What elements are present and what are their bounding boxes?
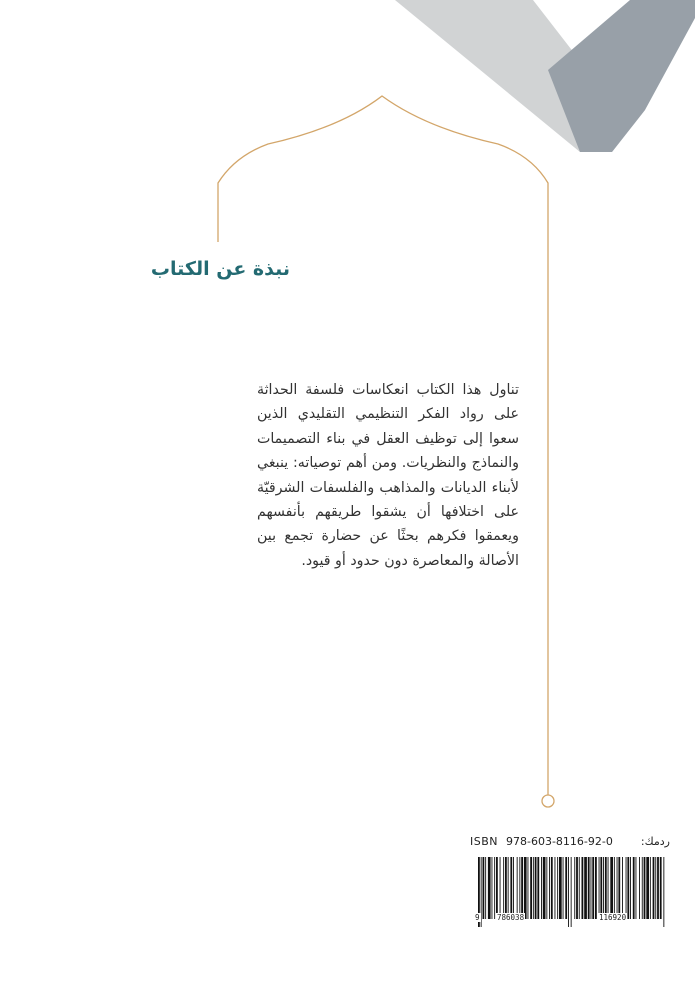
barcode-bar: [535, 857, 537, 919]
barcode-bar: [650, 857, 651, 919]
barcode-bar: [494, 857, 495, 919]
isbn-number: 978-603-8116-92-0: [506, 835, 613, 848]
section-title: نبذة عن الكتاب: [150, 258, 290, 280]
barcode-bar: [588, 857, 590, 919]
barcode-bar: [642, 857, 643, 919]
barcode-bar: [546, 857, 547, 919]
barcode-bar: [617, 857, 618, 919]
barcode-bar: [633, 857, 635, 919]
barcode-bar: [492, 857, 493, 919]
barcode-bar: [627, 857, 629, 919]
barcode-bar: [543, 857, 546, 919]
barcode-bar: [503, 857, 504, 919]
frame-end-circle: [542, 795, 554, 807]
barcode-bar: [521, 857, 523, 919]
barcode-bar: [555, 857, 556, 919]
barcode-bar: [657, 857, 659, 919]
barcode-digit-first: 9: [475, 913, 480, 922]
barcode-bar: [537, 857, 539, 919]
book-abstract: تناول هذا الكتاب انعكاسات فلسفة الحداثة على رواد الفكر التنظيمي التقليدي الذين سعوا إلى توظيف العقل في بناء التصميمات والنماذج والنظريات. ومن أهم توصياته: ينبغي لأبناء الديانات والمذاهب والفلسفات الشرقيّة على اختلافها أن يشقوا طريقهم بأنفسهم ويعمقوا فكرهم بحثًا عن حضارة تجمع بين الأصالة والمعاصرة دون حدود أو قيود.: [257, 382, 519, 569]
barcode-bar: [565, 857, 567, 919]
barcode-bar: [591, 857, 592, 919]
barcode-digits-group1: 786038: [497, 913, 525, 922]
barcode-bar: [614, 857, 615, 919]
barcode-bar: [505, 857, 507, 919]
barcode-bar: [599, 857, 600, 919]
barcode-bar: [610, 857, 613, 919]
barcode-bar: [626, 857, 627, 919]
barcode-bar: [595, 857, 597, 919]
barcode-bar: [496, 857, 498, 919]
barcode-bar: [541, 857, 542, 919]
barcode-bar: [508, 857, 509, 919]
barcode-bar: [483, 857, 485, 919]
barcode-bar: [551, 857, 553, 919]
barcode-bar: [644, 857, 646, 919]
barcode-bar: [608, 857, 609, 919]
isbn-label: ISBN: [470, 835, 499, 848]
barcode-bar: [579, 857, 580, 919]
barcode-bar: [576, 857, 578, 919]
isbn-arabic-label: ردمك:: [640, 835, 670, 848]
barcode-bar: [485, 857, 486, 919]
barcode-bar: [639, 857, 640, 919]
barcode-bar: [660, 857, 662, 919]
isbn-line: [470, 835, 670, 853]
barcode-bar: [622, 857, 623, 919]
barcode-bar: [653, 857, 655, 919]
barcode-bar: [519, 857, 520, 919]
barcode-bar: [600, 857, 602, 919]
barcode-bar: [605, 857, 607, 919]
barcode-bar: [636, 857, 637, 919]
barcode-bar: [582, 857, 584, 919]
barcode-bar: [488, 857, 491, 919]
barcode-bar: [549, 857, 550, 919]
barcode-bar: [513, 857, 514, 919]
barcode-bar: [533, 857, 534, 919]
barcode-bar: [563, 857, 564, 919]
barcode-bar: [630, 857, 631, 919]
barcode-bar: [524, 857, 527, 919]
barcode-bar: [528, 857, 529, 919]
barcode-bar: [574, 857, 575, 919]
barcode-digits-group2: 116920: [599, 913, 627, 922]
barcode-bar: [603, 857, 604, 919]
barcode-bar: [530, 857, 532, 919]
barcode-bar: [559, 857, 562, 919]
barcode-bar: [655, 857, 656, 919]
barcode-bar: [557, 857, 558, 919]
barcode-bar: [592, 857, 594, 919]
barcode-bar: [618, 857, 620, 919]
barcode-bar: [646, 857, 649, 919]
barcode-bar: [500, 857, 501, 919]
barcode-bar: [517, 857, 518, 919]
barcode-digits: [474, 913, 668, 925]
barcode-bar: [510, 857, 512, 919]
barcode-bar: [584, 857, 587, 919]
